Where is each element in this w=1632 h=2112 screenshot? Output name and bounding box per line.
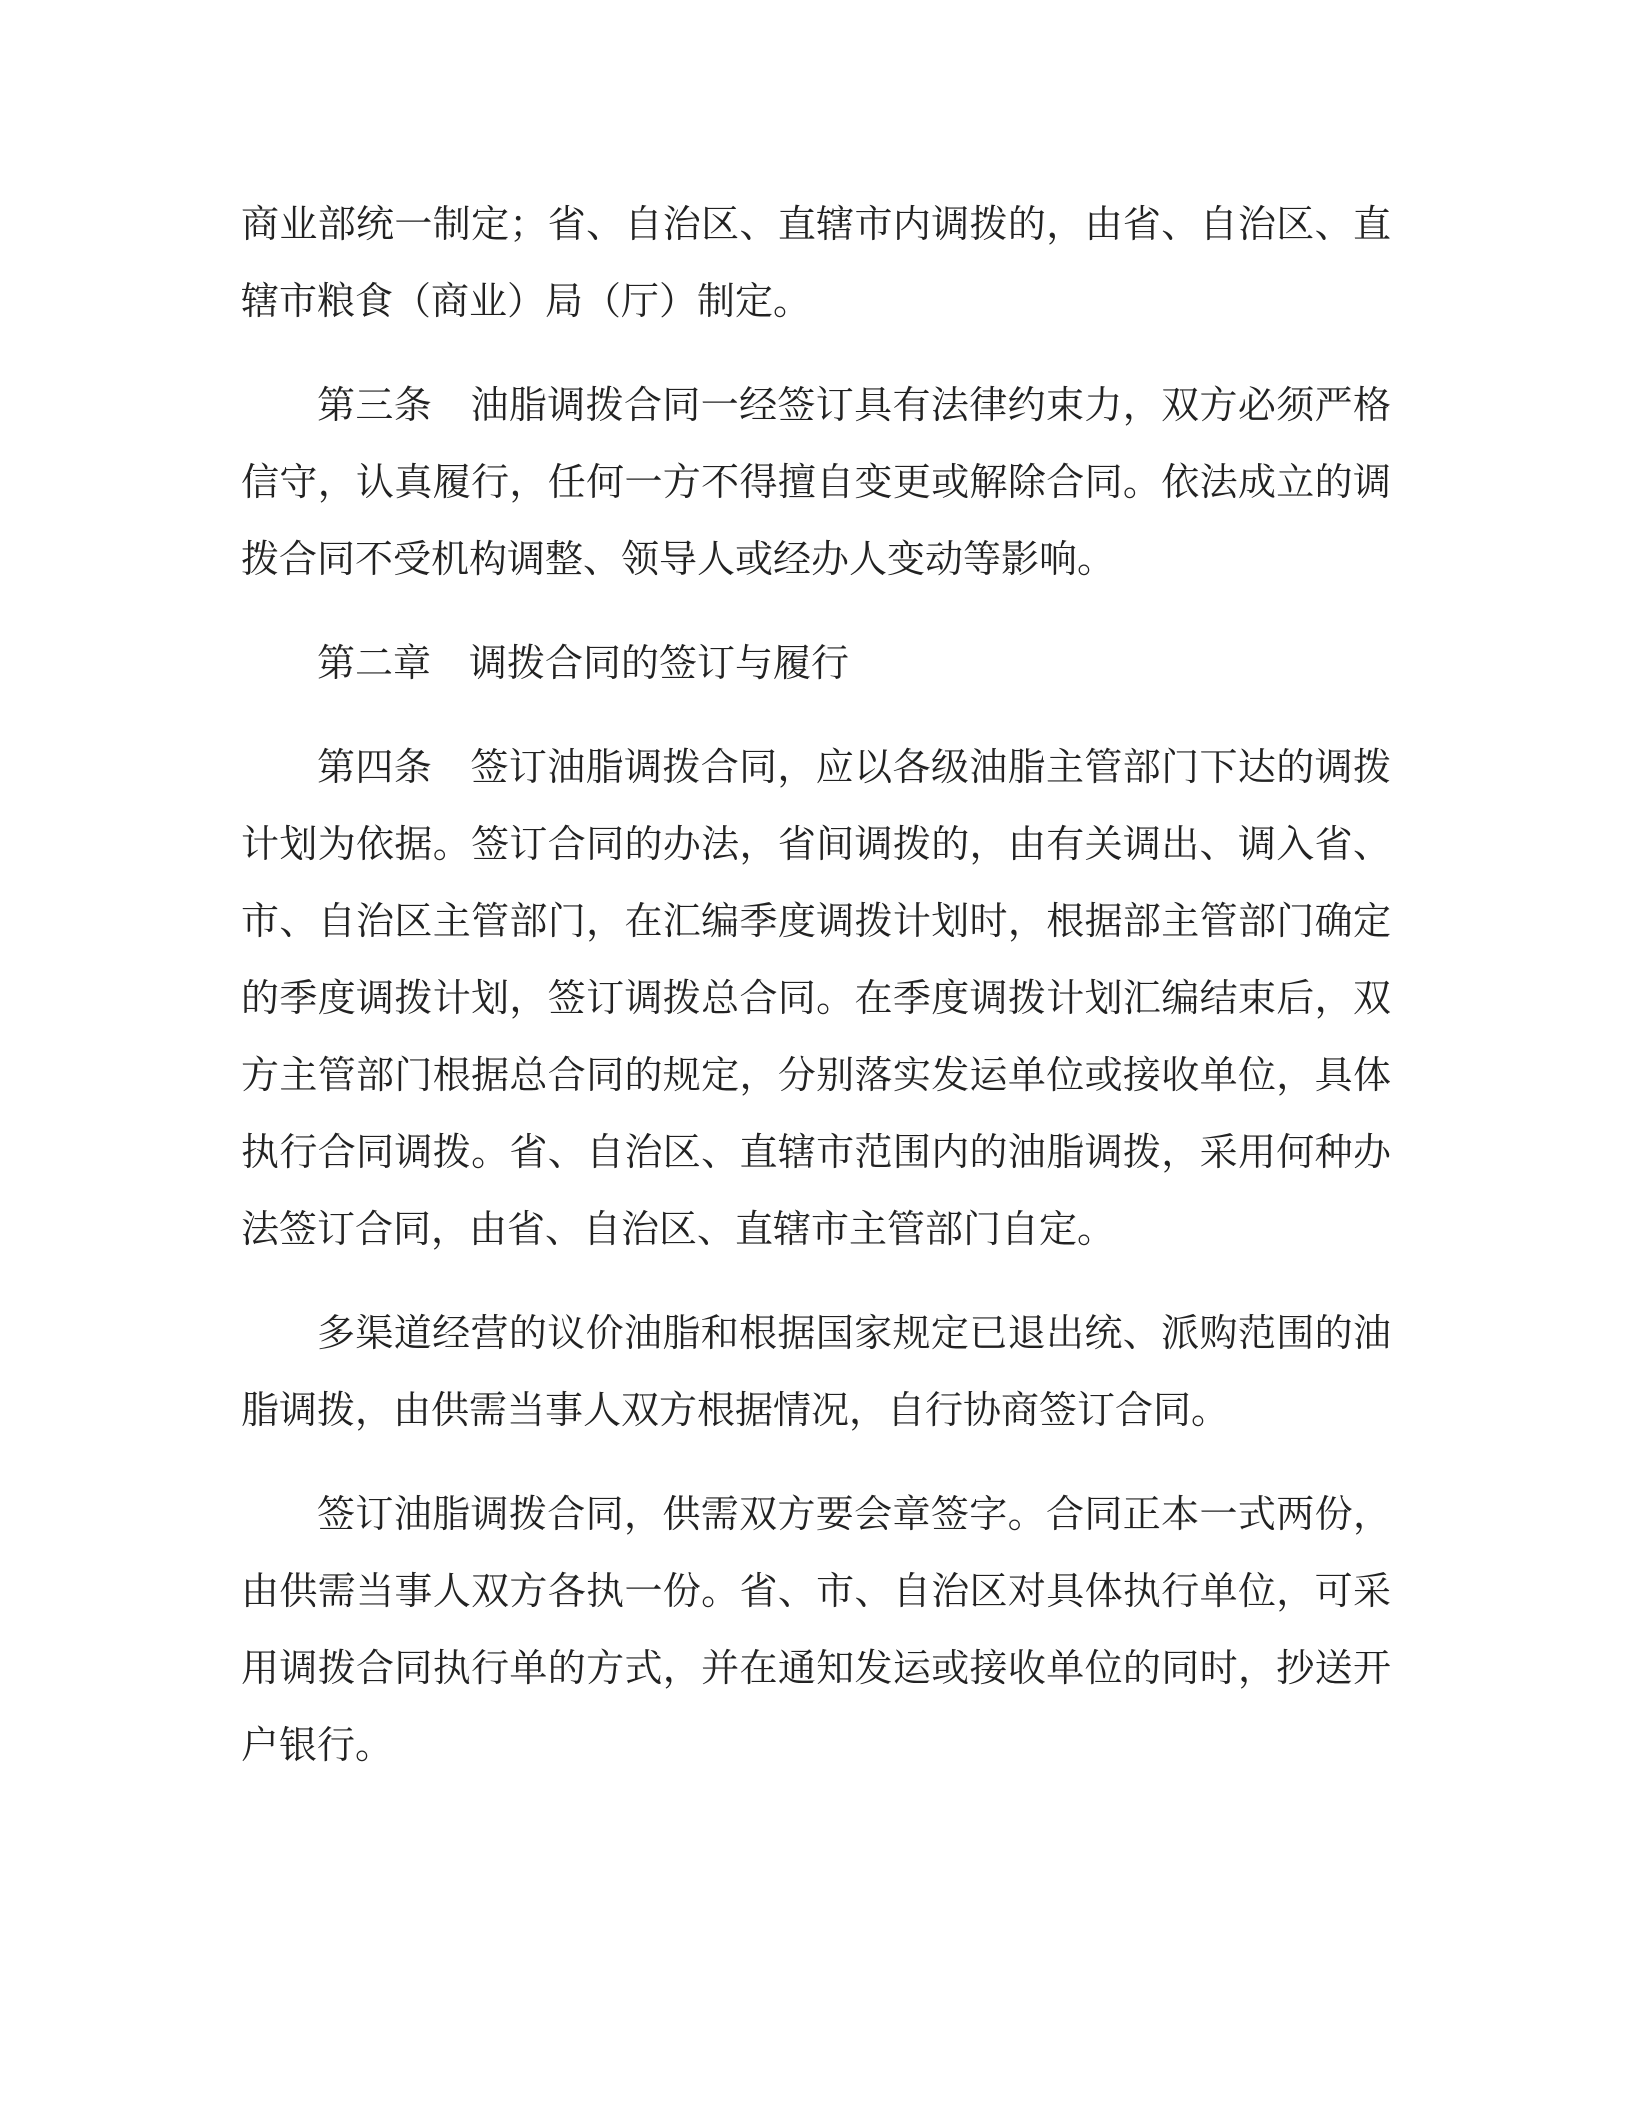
paragraph-text: 多渠道经营的议价油脂和根据国家规定已退出统、派购范围的油脂调拨，由供需当事人双方根据情况，自行协商签订合同。 xyxy=(241,1311,1391,1432)
chapter-label: 第二章 xyxy=(317,641,432,685)
paragraph-text: 签订油脂调拨合同，供需双方要会章签字。合同正本一式两份，由供需当事人双方各执一份。省、市、自治区对具体执行单位，可采用调拨合同执行单的方式，并在通知发运或接收单位的同时，抄送开户银行。 xyxy=(241,1492,1391,1767)
chapter-title: 调拨合同的签订与履行 xyxy=(469,641,850,685)
paragraph-continuation xyxy=(241,186,1391,340)
paragraph-signing xyxy=(241,1476,1391,1784)
paragraph-multichannel xyxy=(241,1295,1391,1449)
article-label: 第三条 xyxy=(317,383,433,427)
paragraph-text: 签订油脂调拨合同，应以各级油脂主管部门下达的调拨计划为依据。签订合同的办法，省间调拨的，由有关调出、调入省、市、自治区主管部门，在汇编季度调拨计划时，根据部主管部门确定的季度调拨计划，签订调拨总合同。在季度调拨计划汇编结束后，双方主管部门根据总合同的规定，分别落实发运单位或接收单位，具体执行合同调拨。省、自治区、直辖市范围内的油脂调拨，采用何种办法签订合同，由省、自治区、直辖市主管部门自定。 xyxy=(241,745,1391,1251)
chapter-2-heading xyxy=(241,625,1391,702)
paragraph-text: 油脂调拨合同一经签订具有法律约束力，双方必须严格信守，认真履行，任何一方不得擅自变更或解除合同。依法成立的调拨合同不受机构调整、领导人或经办人变动等影响。 xyxy=(241,383,1391,581)
document-body xyxy=(241,186,1391,1811)
article-4 xyxy=(241,729,1391,1268)
article-label: 第四条 xyxy=(317,745,433,789)
paragraph-text: 商业部统一制定；省、自治区、直辖市内调拨的，由省、自治区、直辖市粮食（商业）局（厅）制定。 xyxy=(241,202,1391,323)
article-3 xyxy=(241,367,1391,598)
